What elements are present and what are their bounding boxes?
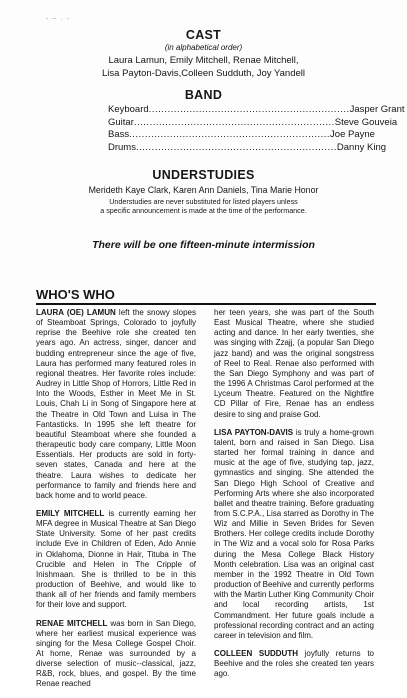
cast-names-line-2: Lisa Payton-Davis,Colleen Sudduth, Joy Yandell (102, 68, 305, 79)
bio-paragraph (214, 649, 374, 679)
understudies-note-line-2: a specific announcement is made at the time of the performance. (100, 206, 307, 215)
leader-dots: ................................................................ (133, 116, 335, 128)
cast-names-line-1: Laura Lamun, Emily Mitchell, Renae Mitchell, (108, 55, 299, 66)
band-player: Jasper Grant (349, 104, 405, 115)
bio-paragraph (36, 619, 196, 690)
scan-mark: - ~ · - (46, 16, 70, 23)
bio-paragraph (214, 428, 374, 641)
band-role: Keyboard (108, 104, 149, 115)
band-row (108, 104, 405, 117)
intermission-notice: There will be one fifteen-minute intermission (92, 239, 315, 251)
cast-order-note: (in alphabetical order) (164, 43, 243, 52)
bio-text: is currently earning her MFA degree in Musical Theatre at San Diego State University. Some of her past credits include Eve in Children of Eden, Ado Annie in Oklahoma, Dionne in Hair, Tituba in The Crucible and Helen in The Cripple of Inishmaan. She is thrilled to be in this production of Beehive, and would like to thank all of her friends and family members for their love and support. (36, 508, 196, 610)
understudies-note-line-1: Understudies are never substituted for listed players unless (109, 197, 298, 206)
bio-paragraph (214, 308, 374, 420)
bio-name: EMILY MITCHELL (36, 508, 105, 518)
bio-column-left (36, 308, 196, 698)
leader-dots: ................................................................ (148, 104, 350, 115)
band-row (108, 129, 375, 142)
band-row (108, 116, 398, 130)
bio-text: joyfully returns to Beehive and the roles she created ten years ago. (214, 649, 374, 679)
bio-text: her teen years, she was part of the South East Musical Theatre, where she studied acting and dance. In her early twenties, she was singing with Zzajj, (a popular San Diego jazz band) and was the original songstress of Reel to Real. Renae also performed with the San Diego Symphony and was part of the 1996 A Christmas Carol performed at the Lyceum Theatre. Featured on the Nightfire CD Pillar of Fire, Renae has an endless desire to sing and praise God. (214, 308, 374, 419)
bio-name: LISA PAYTON-DAVIS (214, 427, 294, 437)
bio-paragraph (36, 509, 196, 611)
bio-name: COLLEEN SUDDUTH (214, 649, 298, 658)
band-row (108, 141, 387, 155)
band-player: Danny King (336, 141, 387, 153)
bio-name: LAURA (OE) LAMUN (36, 308, 116, 317)
bio-paragraph (36, 308, 196, 501)
leader-dots: ................................................................ (129, 129, 331, 140)
band-player: Steve Gouveia (334, 116, 398, 128)
bio-text: was born in San Diego, where her earliest musical experience was singing for the Mesa College Gospel Choir. At home, Renae was surrounded by a diverse selection of music--classical, jazz, R&B, rock, blues, and gospel. By the time Renae reached (36, 618, 197, 689)
band-role: Drums (108, 141, 136, 153)
whos-who-heading: WHO'S WHO (36, 287, 115, 302)
band-role: Bass (108, 129, 130, 140)
band-list (108, 104, 405, 154)
bio-text: left the snowy slopes of Steamboat Springs, Colorado to joyfully reprise the Beehive role she created ten years ago. An actress, singer, dancer and budding entrepreneur since the age of five, Laura has performed many featured roles in regional theatres. Her favorite roles include: Audrey in Little Shop of Horrors, Little Red in Into the Woods, Esther in Meet Me in St. Louis, Chah Li in Song of Singapore here at the Theatre in Old Town and Luisa in The Fantasticks. In 1995 she left theatre for beautiful Steamboat where she founded a therapeutic body care company, Little Moon Essentials. Her products are sold in forty-seven states, Canada and here at the theatre. Laura wishes to dedicate her performance to family and friends here and back home and to world peace. (36, 308, 196, 500)
understudies-heading: UNDERSTUDIES (152, 168, 255, 182)
band-role: Guitar (108, 116, 134, 128)
band-player: Joe Payne (330, 129, 375, 140)
leader-dots: ................................................................ (135, 141, 337, 153)
band-heading: BAND (184, 88, 223, 102)
heading-rule (36, 303, 376, 305)
cast-heading: CAST (185, 28, 222, 42)
bio-name: RENAE MITCHELL (36, 618, 108, 628)
understudies-names: Merideth Kaye Clark, Karen Ann Daniels, Tina Marie Honor (88, 185, 319, 195)
bio-text: is truly a home-grown talent, born and raised in San Diego. Lisa started her formal training in dance and music at the age of five, studying tap, jazz, gymnastics and singing. She attended the San Diego High School of Creative and Performing Arts where she also incorporated ballet and theatre training. Before graduating from S.C.P.A., Lisa starred as Dorothy in The Wiz and Millie in Seven Brides for Seven Brothers. Her college credits include Dorothy in The Wiz and a vocal solo for Rosa Parks during the Mesa College Black History Month celebration. Lisa was an original cast member in the 1992 Theatre in Old Town production of Beehive and currently performs with the Martin Luther King Community Choir and local recording artists, 1st Commandment. Her future goals include a professional recording contract and an acting career in television and film. (214, 427, 375, 640)
bio-column-right (214, 308, 374, 687)
